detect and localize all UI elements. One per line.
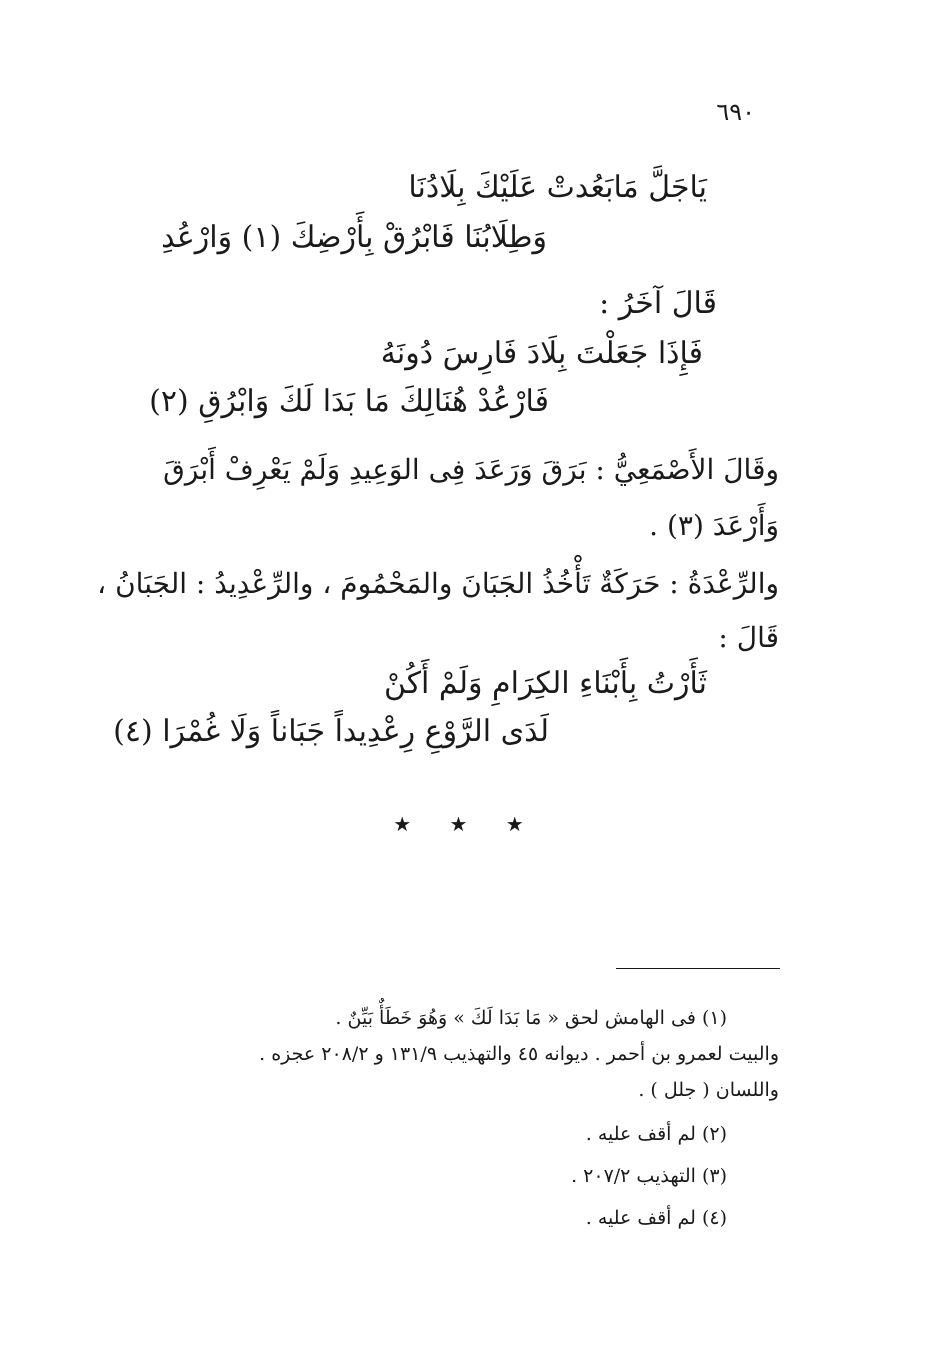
prose-line: وَأَرْعَدَ (٣) .: [649, 509, 779, 542]
prose-line: والرِّعْدَةُ : حَرَكَةٌ تَأْخُذُ الجَبَانَ والمَحْمُومَ ، والرِّعْدِيدُ : الجَبَانُ ،: [97, 567, 779, 600]
footnote-2: (٢) لم أقف عليه .: [585, 1123, 727, 1145]
verse3-line1: ثَأَرْتُ بِأَبْنَاءِ الكِرَامِ وَلَمْ أَكُنْ: [383, 666, 707, 701]
verse3-line2: لَدَى الرَّوْعِ رِعْدِيداً جَبَاناً وَلَا غُمْرَا (٤): [113, 714, 549, 749]
section-separator: ★ ★ ★: [393, 812, 540, 836]
verse2-line2: فَارْعُدْ هُنَالِكَ مَا بَدَا لَكَ وَابْرُقِ (٢): [149, 384, 549, 419]
intro-line: قَالَ آخَرُ :: [599, 286, 717, 321]
footnote-1: (١) فى الهامش لحق « مَا بَدَا لَكَ » وَهُوَ خَطَأٌ بَيِّنٌ .: [335, 1007, 727, 1029]
footnote-divider: [616, 968, 780, 969]
page-number: ٦٩٠: [716, 98, 755, 126]
footnote-1-cont: واللسان ( جلل ) .: [638, 1079, 779, 1101]
verse1-line1: يَاجَلَّ مَابَعُدتْ عَلَيْكَ بِلَادُنَا: [408, 170, 707, 205]
prose-line: قَالَ :: [718, 621, 779, 654]
footnote-1-cont: والبيت لعمرو بن أحمر . ديوانه ٤٥ والتهذيب ١٣١/٩ و ٢٠٨/٢ عجزه .: [259, 1043, 779, 1065]
prose-line: وقَالَ الأَصْمَعِيُّ : بَرَقَ وَرَعَدَ فِى الوَعِيدِ وَلَمْ يَعْرِفْ أَبْرَقَ: [163, 453, 779, 486]
verse2-line1: فَإِذَا جَعَلْتَ بِلَادَ فَارِسَ دُونَهُ: [380, 336, 703, 371]
verse1-line2: وَطِلَابُنَا فَابْرُقْ بِأَرْضِكَ (١) وَارْعُدِ: [161, 220, 547, 255]
footnote-4: (٤) لم أقف عليه .: [585, 1207, 727, 1229]
footnote-3: (٣) التهذيب ٢٠٧/٢ .: [571, 1165, 727, 1187]
